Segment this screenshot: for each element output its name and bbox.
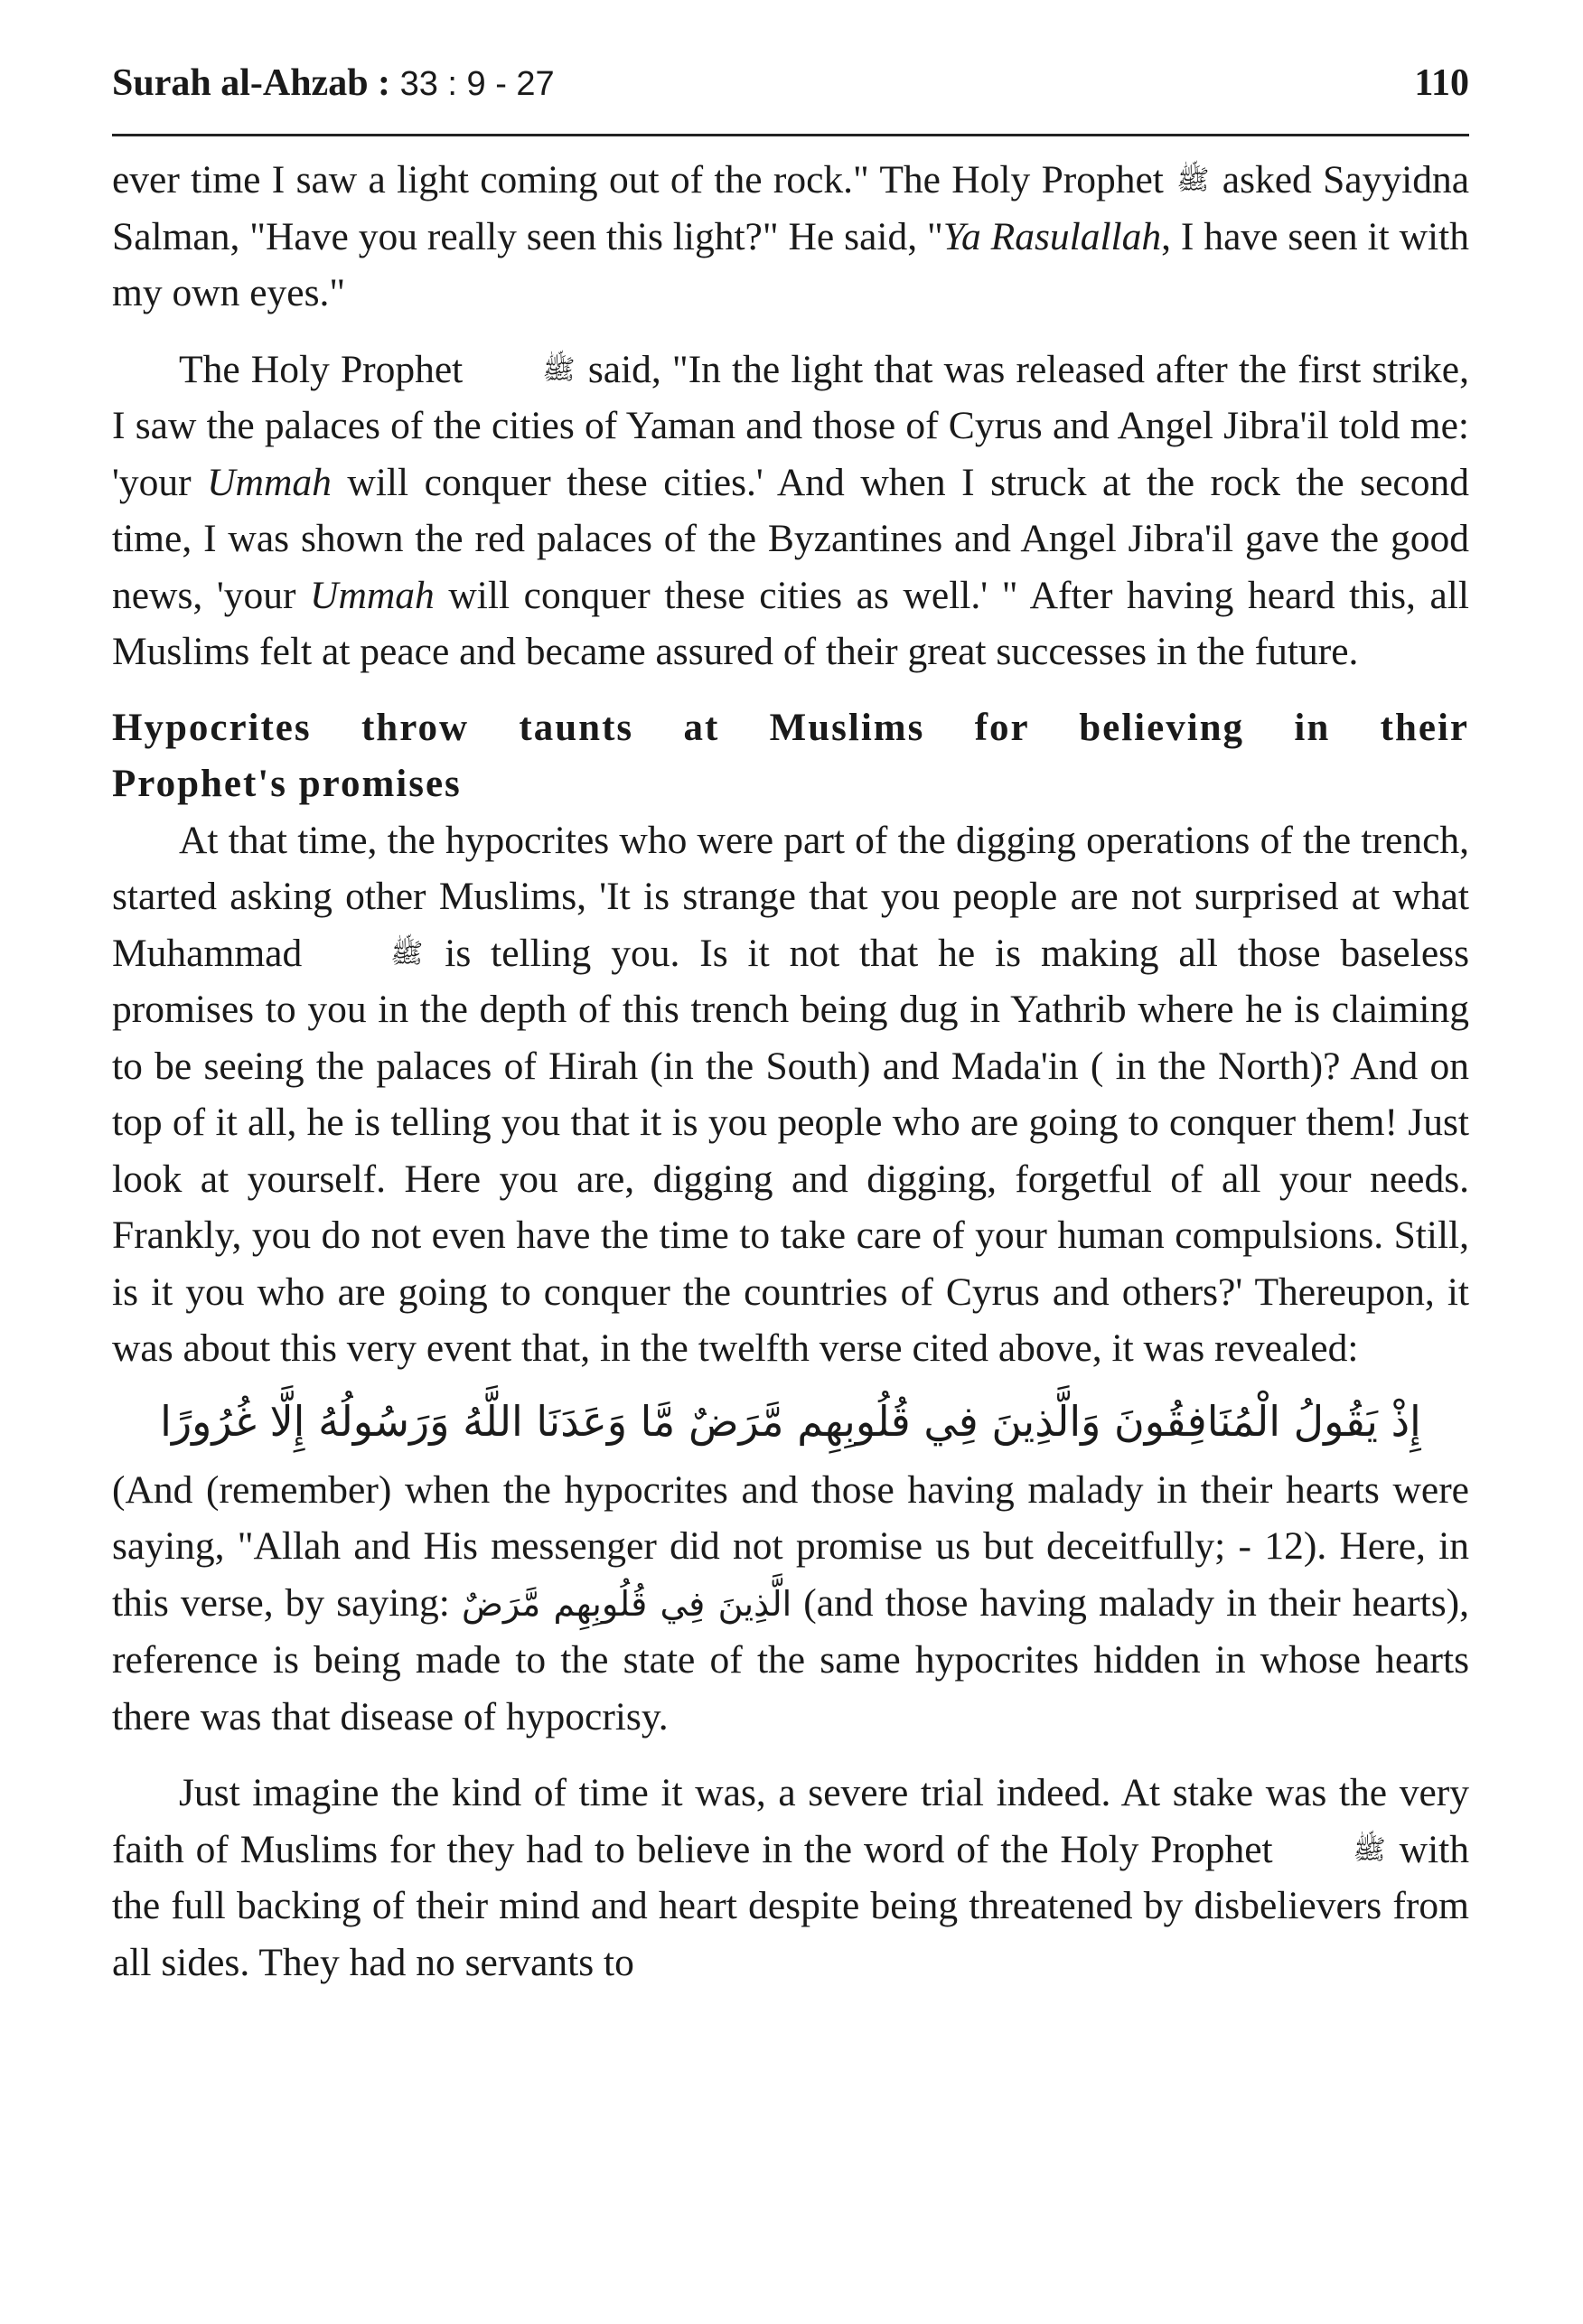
arabic-inline-quote: الَّذِينَ فِي قُلُوبِهِم مَّرَضٌ xyxy=(461,1583,792,1624)
honorific-icon: ﷺ xyxy=(390,937,424,970)
verse-reference: 33 : 9 - 27 xyxy=(399,65,555,103)
paragraph: Just imagine the kind of time it was, a severe trial indeed. At stake was the very faith of Muslims for they had to believe in the word of the Holy Prophet ﷺ with the full backing of their mind and heart despite being threatened by disbelievers from all sides. They had no servants to xyxy=(112,1771,1469,1984)
honorific-icon: ﷺ xyxy=(542,353,576,386)
paragraph-continued: ever time I saw a light coming out of the rock." The Holy Prophet ﷺ asked Sayyidna Salman, "Have you really seen this light?" He said, "Ya Rasulallah, I have seen it with my own eyes." xyxy=(112,158,1470,314)
paragraph-translation: (And (remember) when the hypocrites and those having malady in their hearts were saying, "Allah and His messenger did not promise us but deceitfully; - 12). Here, in this verse, by saying: الَّذِينَ فِي قُلُوبِهِم مَّرَضٌ (and those having malady in their hearts), reference is being made to the state of the same hypocrites hidden in whose hearts there was that disease of hypocrisy. xyxy=(112,1467,1469,1738)
header-rule xyxy=(112,134,1469,136)
section-heading: Hypocrites throw taunts at Muslims for believing in their Prophet's promises xyxy=(112,706,1469,805)
arabic-verse: إِذْ يَقُولُ الْمُنَافِقُونَ وَالَّذِينَ فِي قُلُوبِهِم مَّرَضٌ مَّا وَعَدَنَا اللَّهُ وَرَسُولُهُ إِلَّا غُرُورًا xyxy=(160,1396,1421,1446)
surah-title: Surah al-Ahzab : xyxy=(112,62,391,104)
paragraph: At that time, the hypocrites who were part of the digging operations of the trench, started asking other Muslims, 'It is strange that you people are not surprised at what Muhammad ﷺ is telling you. Is it not that he is making all those baseless promises to you in the depth of this trench being dug in Yathrib where he is claiming to be seeing the palaces of Hirah (in the South) and Mada'in ( in the North)? And on top of it all, he is telling you that it is you people who are going to conquer them! Just look at yourself. Here you are, digging and digging, forgetful of all your needs. Frankly, you do not even have the time to take care of your human compulsions. Still, is it you who are going to conquer the countries of Cyrus and others?' Thereupon, it was about this very event that, in the twelfth verse cited above, it was revealed: xyxy=(112,818,1469,1370)
page-number: 110 xyxy=(1414,62,1469,104)
page-body xyxy=(112,152,1469,1991)
honorific-icon: ﷺ xyxy=(1353,1833,1386,1866)
honorific-icon: ﷺ xyxy=(1176,164,1210,196)
paragraph: The Holy Prophet ﷺ said, "In the light that was released after the first strike, I saw the palaces of the cities of Yaman and those of Cyrus and Angel Jibra'il told me: 'your Ummah will conquer these cities.' And when I struck at the rock the second time, I was shown the red palaces of the Byzantines and Angel Jibra'il gave the good news, 'your Ummah will conquer these cities as well.' " After having heard this, all Muslims felt at peace and became assured of their great successes in the future. xyxy=(112,347,1469,673)
running-title xyxy=(112,61,555,105)
running-header xyxy=(112,61,1469,119)
